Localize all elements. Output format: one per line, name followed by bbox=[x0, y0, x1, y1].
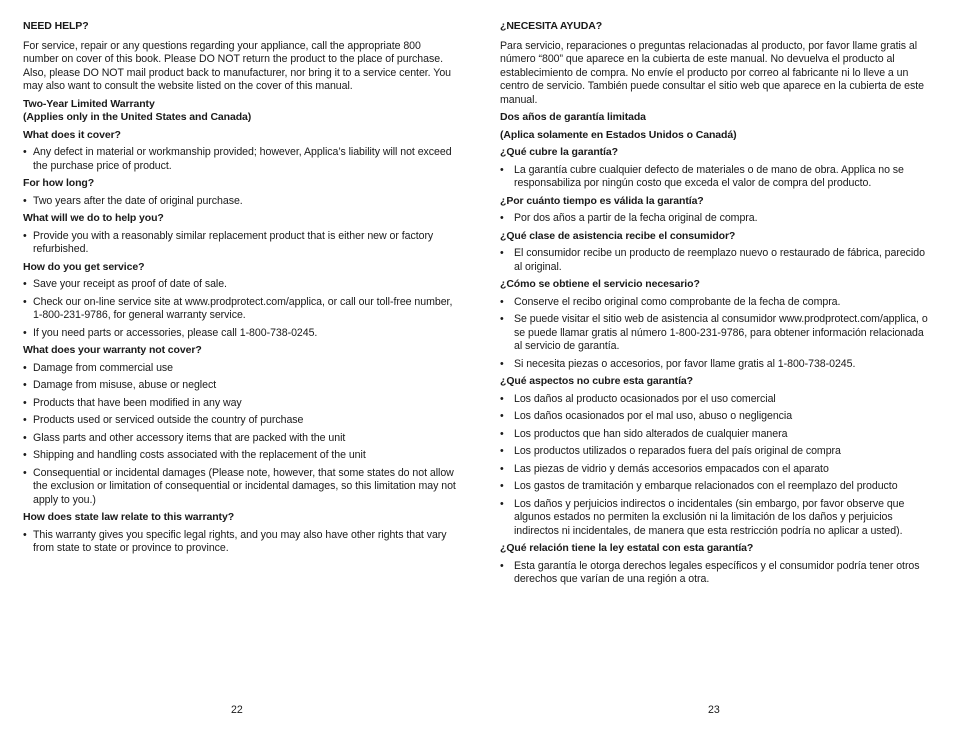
need-help-heading: NEED HELP? bbox=[23, 20, 89, 32]
list-item: • El consumidor recibe un producto de reemplazo nuevo o restaurado de fábrica, parecido al original. bbox=[500, 247, 930, 274]
service-paragraph-es: Para servicio, reparaciones o preguntas relacionadas al producto, por favor llame gratis al número “800” que aparece en la cubierta de este manual. No devuelva el producto al establecimiento de compra. No envíe el producto por correo al fabricante ni lo lleve a un centro de servicio. También puede consultar el sitio web que aparece en la cubierta de este manual. bbox=[500, 39, 924, 106]
list-item: • Two years after the date of original purchase. bbox=[23, 195, 459, 209]
help-heading-es: ¿Qué clase de asistencia recibe el consumidor? bbox=[500, 229, 736, 242]
list-item: • Products used or serviced outside the country of purchase bbox=[23, 414, 459, 428]
state-law-heading-es: ¿Qué relación tiene la ley estatal con esta garantía? bbox=[500, 542, 754, 554]
page-number-right: 23 bbox=[708, 704, 720, 716]
help-heading: What will we do to help you? bbox=[23, 212, 164, 224]
need-help-heading-es: ¿NECESITA AYUDA? bbox=[500, 20, 603, 32]
list-item: • Se puede visitar el sitio web de asistencia al consumidor www.prodprotect.com/applica, o se puede llamar gratis al número 1-800-231-9786, para obtener información relacionada al servicio de garantía. bbox=[500, 313, 930, 354]
list-item: • Damage from misuse, abuse or neglect bbox=[23, 379, 459, 393]
coverage-heading: What does it cover? bbox=[23, 128, 121, 141]
list-item: • If you need parts or accessories, please call 1-800-738-0245. bbox=[23, 327, 459, 341]
warranty-scope: (Applies only in the United States and Canada) bbox=[23, 111, 252, 123]
right-page-spanish bbox=[500, 20, 930, 587]
warranty-title-es: Dos años de garantía limitada bbox=[500, 111, 646, 123]
list-item: • Los daños ocasionados por el mal uso, abuso o negligencia bbox=[500, 410, 930, 424]
service-heading-es: ¿Cómo se obtiene el servicio necesario? bbox=[500, 278, 700, 290]
coverage-heading-es: ¿Qué cubre la garantía? bbox=[500, 146, 618, 158]
not-covered-heading: What does your warranty not cover? bbox=[23, 344, 202, 356]
list-item: • La garantía cubre cualquier defecto de materiales o de mano de obra. Applica no se responsabiliza por ningún costo que exceda el valor de compra del producto. bbox=[500, 164, 930, 191]
list-item: • Los productos utilizados o reparados fuera del país original de compra bbox=[500, 445, 930, 459]
duration-heading-es: ¿Por cuánto tiempo es válida la garantía? bbox=[500, 194, 704, 207]
duration-heading: For how long? bbox=[23, 177, 95, 189]
service-paragraph: For service, repair or any questions regarding your appliance, call the appropriate 800 number on cover of this book. Please DO NOT return the product to the place of purchase. Also, please DO NOT mail product back to manufacturer, nor bring it to a service center. You may also want to consult the website listed on the cover of this manual. bbox=[23, 39, 452, 92]
list-item: • Shipping and handling costs associated with the replacement of the unit bbox=[23, 449, 459, 463]
list-item: • Esta garantía le otorga derechos legales específicos y el consumidor podría tener otros derechos que varían de una región a otra. bbox=[500, 560, 930, 587]
left-page-english bbox=[23, 20, 459, 556]
list-item: • Las piezas de vidrio y demás accesorios empacados con el aparato bbox=[500, 463, 930, 477]
state-law-heading: How does state law relate to this warranty? bbox=[23, 511, 235, 523]
list-item: • Any defect in material or workmanship provided; however, Applica’s liability will not exceed the purchase price of product. bbox=[23, 146, 459, 173]
list-item: • Los productos que han sido alterados de cualquier manera bbox=[500, 428, 930, 442]
list-item: • Glass parts and other accessory items that are packed with the unit bbox=[23, 432, 459, 446]
not-covered-heading-es: ¿Qué aspectos no cubre esta garantía? bbox=[500, 375, 693, 387]
list-item: • Los daños y perjuicios indirectos o incidentales (sin embargo, por favor observe que algunos estados no permiten la exclusión ni la limitación de los daños y perjuicios indirectos ni incidentales, de manera que esta restricción podría no aplicar a usted). bbox=[500, 498, 930, 539]
page-number-left: 22 bbox=[231, 704, 243, 716]
list-item: • Check our on-line service site at www.prodprotect.com/applica, or call our toll-free number, 1-800-231-9786, for general warranty service. bbox=[23, 296, 459, 323]
warranty-scope-es: (Aplica solamente en Estados Unidos o Canadá) bbox=[500, 128, 737, 141]
list-item: • Damage from commercial use bbox=[23, 362, 459, 376]
list-item: • Products that have been modified in any way bbox=[23, 397, 459, 411]
list-item: • This warranty gives you specific legal rights, and you may also have other rights that vary from state to state or province to province. bbox=[23, 529, 459, 556]
warranty-title: Two-Year Limited Warranty bbox=[23, 97, 155, 110]
list-item: • Save your receipt as proof of date of sale. bbox=[23, 278, 459, 292]
list-item: • Si necesita piezas o accesorios, por favor llame gratis al 1-800-738-0245. bbox=[500, 358, 930, 372]
list-item: • Los gastos de tramitación y embarque relacionados con el reemplazo del producto bbox=[500, 480, 930, 494]
list-item: • Conserve el recibo original como comprobante de la fecha de compra. bbox=[500, 296, 930, 310]
list-item: • Por dos años a partir de la fecha original de compra. bbox=[500, 212, 930, 226]
list-item: • Provide you with a reasonably similar replacement product that is either new or factory refurbished. bbox=[23, 230, 459, 257]
list-item: • Consequential or incidental damages (Please note, however, that some states do not allow the exclusion or limitation of consequential or incidental damages, so this limitation may not apply to you.) bbox=[23, 467, 459, 508]
list-item: • Los daños al producto ocasionados por el uso comercial bbox=[500, 393, 930, 407]
service-heading: How do you get service? bbox=[23, 260, 145, 273]
